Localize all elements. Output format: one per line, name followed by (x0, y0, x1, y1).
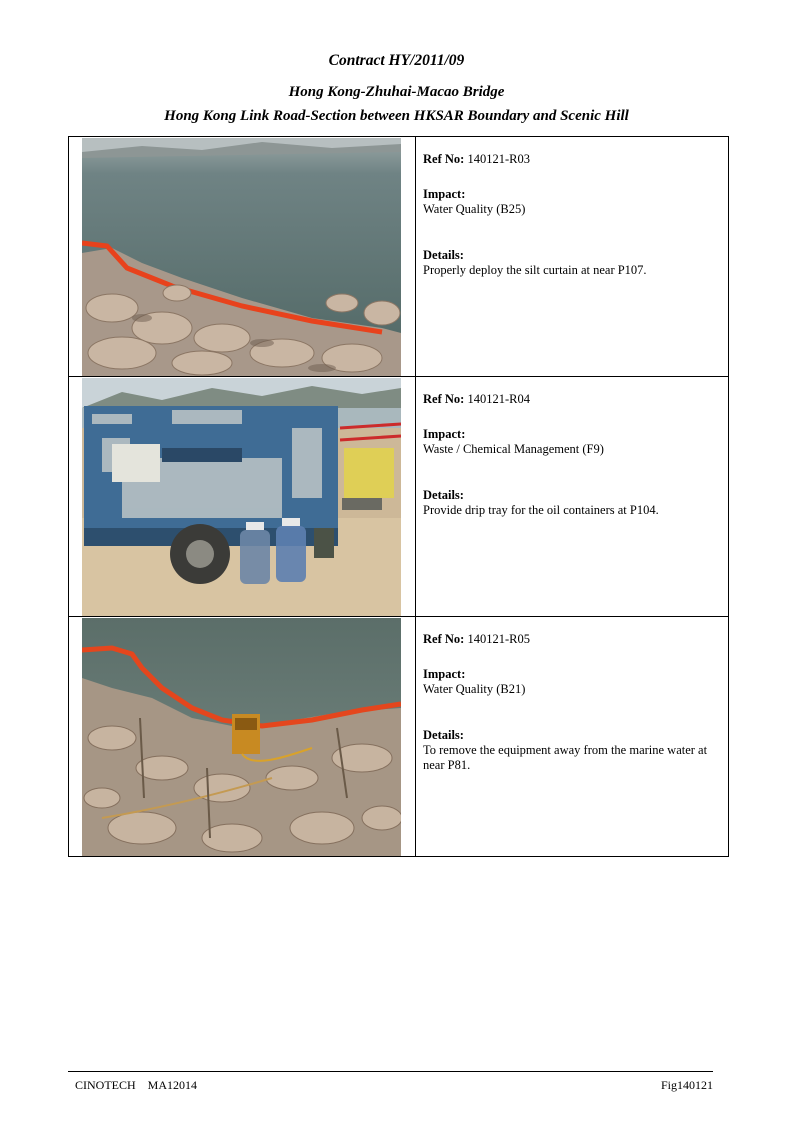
impact-value: Waste / Chemical Management (F9) (423, 442, 604, 456)
impact-value: Water Quality (B25) (423, 202, 526, 216)
photo-cell (69, 617, 416, 857)
ref-number: 140121-R05 (467, 632, 530, 646)
details-label: Details: (423, 488, 464, 502)
ref-label: Ref No: (423, 632, 465, 646)
ref-number: 140121-R03 (467, 152, 530, 166)
ref-label: Ref No: (423, 152, 465, 166)
impact-value: Water Quality (B21) (423, 682, 526, 696)
contract-title: Contract HY/2011/09 (328, 52, 465, 69)
details-value: Provide drip tray for the oil containers at P104. (423, 503, 659, 517)
photo-cell (69, 137, 416, 377)
details-value: To remove the equipment away from the marine water at near P81. (423, 743, 708, 772)
details-label: Details: (423, 248, 464, 262)
table-row (69, 377, 729, 617)
record-info-cell (416, 617, 729, 857)
photo-cell (69, 377, 416, 617)
project-title: Hong Kong-Zhuhai-Macao Bridge (288, 84, 505, 100)
ref-label: Ref No: (423, 392, 465, 406)
impact-label: Impact: (423, 187, 466, 201)
table-row (69, 617, 729, 857)
site-photo-generator (82, 378, 401, 616)
site-photo-equipment-near-water (82, 618, 401, 856)
record-info-cell (416, 377, 729, 617)
section-title: Hong Kong Link Road-Section between HKSAR Boundary and Scenic Hill (164, 108, 629, 124)
table-row (69, 137, 729, 377)
details-label: Details: (423, 728, 464, 742)
records-table (68, 136, 729, 857)
ref-number: 140121-R04 (467, 392, 530, 406)
footer-figure-number: Fig140121 (660, 1078, 713, 1092)
record-info-cell (416, 137, 729, 377)
footer-divider (68, 1071, 713, 1072)
impact-label: Impact: (423, 427, 466, 441)
site-photo-silt-curtain (82, 138, 401, 376)
footer-company-doc: CINOTECH MA12014 (75, 1078, 197, 1092)
impact-label: Impact: (423, 667, 466, 681)
details-value: Properly deploy the silt curtain at near P107. (423, 263, 647, 277)
